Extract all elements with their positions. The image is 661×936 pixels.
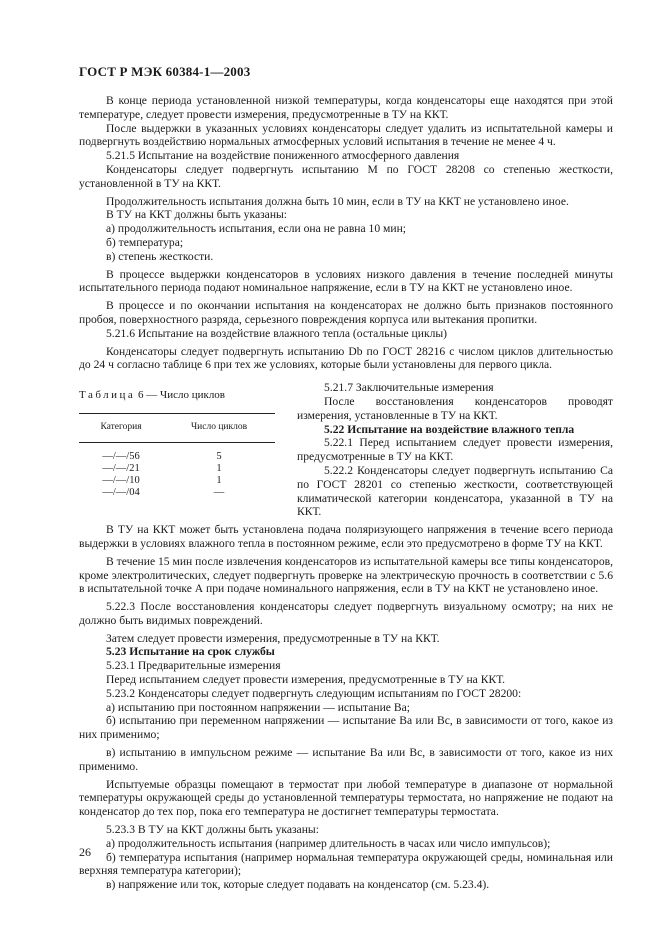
paragraph: После выдержки в указанных условиях конденсаторы следует удалить из испытательной камеры и подвергнуть воздействию нормальных атмосферных условий испытания в течение не менее 4 ч. — [79, 121, 613, 149]
list-item: а) испытанию при постоянном напряжении — испытание Ва; — [106, 700, 410, 714]
table-6 — [79, 413, 275, 500]
table-header-category: Категория — [79, 413, 163, 442]
paragraph: 5.22.3 После восстановления конденсаторы следует подвергнуть визуальному осмотру; на них не должно быть видимых повреждений. — [79, 600, 613, 627]
paragraph: После восстановления конденсаторов проводят измерения, установленные в ТУ на ККТ. — [297, 394, 613, 422]
paragraph: Конденсаторы следует подвергнуть испытанию Db по ГОСТ 28216 с числом циклов длительностью до 24 ч согласно таблице 6 при тех же условиях, которые были установлены для первого цикла. — [79, 344, 613, 372]
list-item: в) напряжение или ток, которые следует подавать на конденсатор (см. 5.23.4). — [106, 878, 490, 892]
list-item: а) продолжительность испытания, если она не равна 10 мин; — [106, 222, 407, 236]
section-heading-5-21-6: 5.21.6 Испытание на воздействие влажного тепла (остальные циклы) — [106, 326, 448, 340]
list-item: в) степень жесткости. — [106, 249, 214, 263]
paragraph: Продолжительность испытания должна быть 10 мин, если в ТУ на ККТ не установлено иное. — [106, 194, 569, 208]
two-column-block — [79, 381, 613, 519]
list-item: б) температура; — [106, 235, 184, 249]
paragraph: В процессе и по окончании испытания на конденсаторах не должно быть признаков постоянного пробоя, поверхностного разряда, серьезного повреждения корпуса или вытекания пропитки. — [79, 299, 613, 326]
paragraph: 5.23.2 Конденсаторы следует подвергнуть следующим испытаниям по ГОСТ 28200: — [106, 686, 522, 700]
table-cell: —/—/56 — [102, 450, 140, 462]
table-row — [79, 442, 275, 463]
page-number: 26 — [79, 845, 91, 859]
list-item: в) испытанию в импульсном режиме — испытание Ва или Вс, в зависимости от того, какое из них применимо. — [79, 746, 613, 773]
paragraph: Затем следует провести измерения, предусмотренные в ТУ на ККТ. — [106, 631, 440, 645]
paragraph: 5.22.2 Конденсаторы следует подвергнуть испытанию Са по ГОСТ 28201 со степенью жесткости, соответствующей климатической категории конденсатора, указанной в ТУ на ККТ. — [297, 463, 613, 519]
section-heading-5-21-5: 5.21.5 Испытание на воздействие пониженного атмосферного давления — [106, 149, 460, 163]
table-6-block — [79, 381, 275, 519]
table-caption-text: 6 — Число циклов — [138, 389, 226, 402]
page-body — [79, 94, 613, 892]
page-header: ГОСТ Р МЭК 60384-1—2003 — [79, 64, 251, 79]
table-row — [79, 463, 275, 475]
table-cell: —/—/10 — [102, 474, 140, 486]
table-caption — [79, 389, 275, 403]
table-cell: 5 — [216, 450, 222, 462]
section-heading-5-22: 5.22 Испытание на воздействие влажного тепла — [324, 422, 575, 436]
list-item: б) испытанию при переменном напряжении — испытание Ва или Вс, в зависимости от того, какое из них применимо; — [79, 714, 613, 742]
list-item: а) продолжительность испытания (например длительность в часах или число импульсов); — [106, 836, 551, 850]
table-cell: — — [213, 486, 225, 498]
paragraph: Конденсаторы следует подвергнуть испытанию М по ГОСТ 28208 со степенью жесткости, установленной в ТУ на ККТ. — [79, 162, 613, 190]
table-cell: —/—/21 — [102, 462, 140, 474]
list-intro: В ТУ на ККТ должны быть указаны: — [106, 208, 288, 222]
table-cell: —/—/04 — [102, 486, 140, 498]
paragraph: В ТУ на ККТ может быть установлена подача поляризующего напряжения в течение всего периода выдержки в условиях влажного тепла в постоянном режиме, если это предусмотрено в форме ТУ на ККТ. — [79, 523, 613, 550]
list-intro: 5.23.3 В ТУ на ККТ должны быть указаны: — [106, 823, 319, 837]
table-header-cycles: Число циклов — [163, 413, 275, 442]
table-row — [79, 475, 275, 487]
table-cell: 1 — [216, 462, 222, 474]
table-row — [79, 487, 275, 500]
table-cell: 1 — [216, 474, 222, 486]
paragraph: Испытуемые образцы помещают в термостат при любой температуре в диапазоне от нормальной температуры окружающей среды до установленной температуры термостата, но напряжение не подают на конденсатор до тех пор, пока его температура не достигнет температуры термостата. — [79, 777, 613, 819]
paragraph: В конце периода установленной низкой температуры, когда конденсаторы еще находятся при этой температуре, следует провести измерения, предусмотренные в ТУ на ККТ. — [79, 94, 613, 121]
table-header-row — [79, 413, 275, 442]
section-heading-5-21-7: 5.21.7 Заключительные измерения — [324, 381, 494, 395]
right-column — [297, 381, 613, 519]
paragraph: В процессе выдержки конденсаторов в условиях низкого давления в течение последней минуты испытательного периода подают номинальное напряжение, если в ТУ на ККТ не установлено иное. — [79, 267, 613, 295]
paragraph: 5.22.1 Перед испытанием следует провести измерения, предусмотренные в ТУ на ККТ. — [297, 436, 613, 464]
paragraph: Перед испытанием следует провести измерения, предусмотренные в ТУ на ККТ. — [106, 673, 506, 687]
list-item: б) температура испытания (например нормальная температура окружающей среды, номинальная или верхняя температура категории); — [79, 850, 613, 878]
section-heading-5-23: 5.23 Испытание на срок службы — [106, 645, 275, 659]
paragraph: В течение 15 мин после извлечения конденсаторов из испытательной камеры все типы конденсаторов, кроме электролитических, следует подвергнуть проверке на электрическую прочность в соответствии с 5.6 в испытательной точке А при подаче номинального напряжения, если в ТУ на ККТ не установлено иное. — [79, 554, 613, 596]
section-heading-5-23-1: 5.23.1 Предварительные измерения — [106, 659, 281, 673]
table-caption-prefix: Таблица — [79, 389, 136, 402]
